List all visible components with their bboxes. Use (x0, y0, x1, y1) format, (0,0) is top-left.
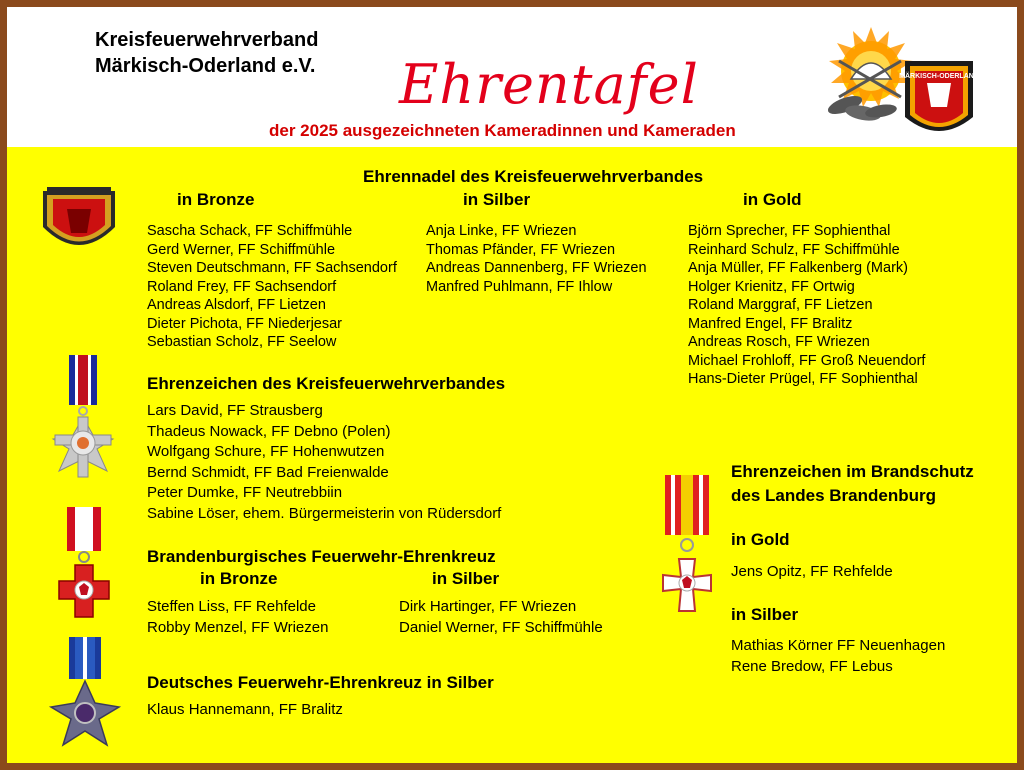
list-item: Andreas Alsdorf, FF Lietzen (147, 297, 326, 313)
list-item: Wolfgang Schure, FF Hohenwutzen (147, 443, 385, 460)
brandschutz-heading-line-2: des Landes Brandenburg (731, 486, 936, 505)
list-item: Klaus Hannemann, FF Bralitz (147, 701, 343, 718)
list-item: Peter Dumke, FF Neutrebbiin (147, 484, 343, 501)
list-item: Dirk Hartinger, FF Wriezen (399, 598, 577, 615)
brandschutz-gold-list (731, 562, 893, 583)
list-item: Mathias Körner FF Neuenhagen (731, 637, 946, 654)
list-item: Sabine Löser, ehem. Bürgermeisterin von Rüdersdorf (147, 504, 502, 522)
list-item: Lars David, FF Strausberg (147, 402, 323, 419)
list-item: Andreas Rosch, FF Wriezen (688, 334, 870, 350)
list-item: Hans-Dieter Prügel, FF Sophienthal (688, 371, 918, 387)
list-item: Reinhard Schulz, FF Schiffmühle (688, 241, 900, 258)
organization-name (95, 27, 318, 79)
ehrenzeichen-kfv-medal-icon (41, 355, 125, 489)
list-item: Roland Marggraf, FF Lietzen (688, 297, 873, 313)
ehrenzeichen-kfv-heading: Ehrenzeichen des Kreisfeuerwehrverbandes (147, 374, 506, 393)
list-item: Anja Linke, FF Wriezen (426, 223, 577, 239)
page-subtitle: der 2025 ausgezeichneten Kameradinnen und Kameraden (269, 121, 736, 140)
brandschutz-heading-line-1: Ehrenzeichen im Brandschutz (731, 462, 974, 481)
list-item: Bernd Schmidt, FF Bad Freienwalde (147, 463, 389, 481)
shield-emblem-icon (899, 61, 979, 131)
page-title: Ehrentafel (399, 53, 699, 116)
brandenburg-kreuz-silber-label: in Silber (432, 569, 500, 588)
kfv-logo (815, 21, 983, 145)
ehrennadel-gold-label: in Gold (743, 190, 802, 209)
brandenburg-kreuz-silber-list (399, 597, 603, 638)
list-item: Michael Frohloff, FF Groß Neuendorf (688, 352, 926, 369)
ehrennadel-badge-icon (37, 183, 121, 261)
ehrennadel-silber-list (426, 222, 647, 296)
list-item: Gerd Werner, FF Schiffmühle (147, 241, 336, 258)
ehrennadel-heading: Ehrennadel des Kreisfeuerwehrverbandes (363, 167, 704, 186)
list-item: Sascha Schack, FF Schiffmühle (147, 223, 353, 239)
brandschutz-gold-label: in Gold (731, 530, 790, 549)
logo-top-text: MÄRKISCH-ODERLAND (899, 73, 979, 80)
ehrennadel-silber-label: in Silber (463, 190, 531, 209)
brandenburg-ehrenkreuz-icon (45, 507, 123, 631)
brandschutz-silber-list (731, 636, 945, 677)
list-item: Manfred Engel, FF Bralitz (688, 315, 853, 332)
list-item: Andreas Dannenberg, FF Wriezen (426, 260, 647, 276)
list-item: Rene Bredow, FF Lebus (731, 657, 893, 675)
list-item: Thomas Pfänder, FF Wriezen (426, 241, 616, 258)
ehrennadel-bronze-list (147, 222, 397, 352)
org-line-2: Märkisch-Oderland e.V. (95, 55, 316, 77)
brandenburg-kreuz-bronze-label: in Bronze (200, 569, 278, 588)
list-item: Jens Opitz, FF Rehfelde (731, 563, 893, 580)
list-item: Holger Krienitz, FF Ortwig (688, 278, 855, 295)
list-item: Robby Menzel, FF Wriezen (147, 618, 329, 636)
ehrennadel-bronze-label: in Bronze (177, 190, 255, 209)
org-line-1: Kreisfeuerwehrverband (95, 29, 319, 51)
brandschutz-heading (731, 460, 974, 508)
list-item: Daniel Werner, FF Schiffmühle (399, 618, 603, 636)
list-item: Anja Müller, FF Falkenberg (Mark) (688, 260, 908, 276)
ehrenzeichen-kfv-list (147, 401, 501, 524)
deutsches-kreuz-list (147, 700, 343, 721)
list-item: Björn Sprecher, FF Sophienthal (688, 223, 891, 239)
list-item: Sebastian Scholz, FF Seelow (147, 334, 337, 350)
list-item: Manfred Puhlmann, FF Ihlow (426, 278, 613, 295)
list-item: Roland Frey, FF Sachsendorf (147, 278, 337, 295)
brandschutz-ehrenzeichen-icon (651, 475, 723, 625)
brandenburg-kreuz-heading: Brandenburgisches Feuerwehr-Ehrenkreuz (147, 547, 496, 566)
deutsches-kreuz-heading: Deutsches Feuerwehr-Ehrenkreuz in Silber (147, 673, 494, 692)
list-item: Thadeus Nowack, FF Debno (Polen) (147, 422, 391, 440)
header (7, 7, 1017, 147)
deutsches-ehrenkreuz-icon (45, 637, 125, 755)
ehrennadel-gold-list (688, 222, 925, 389)
list-item: Dieter Pichota, FF Niederjesar (147, 315, 343, 332)
list-item: Steven Deutschmann, FF Sachsendorf (147, 260, 397, 276)
brandschutz-silber-label: in Silber (731, 605, 799, 624)
list-item: Steffen Liss, FF Rehfelde (147, 598, 316, 615)
brandenburg-kreuz-bronze-list (147, 597, 328, 638)
